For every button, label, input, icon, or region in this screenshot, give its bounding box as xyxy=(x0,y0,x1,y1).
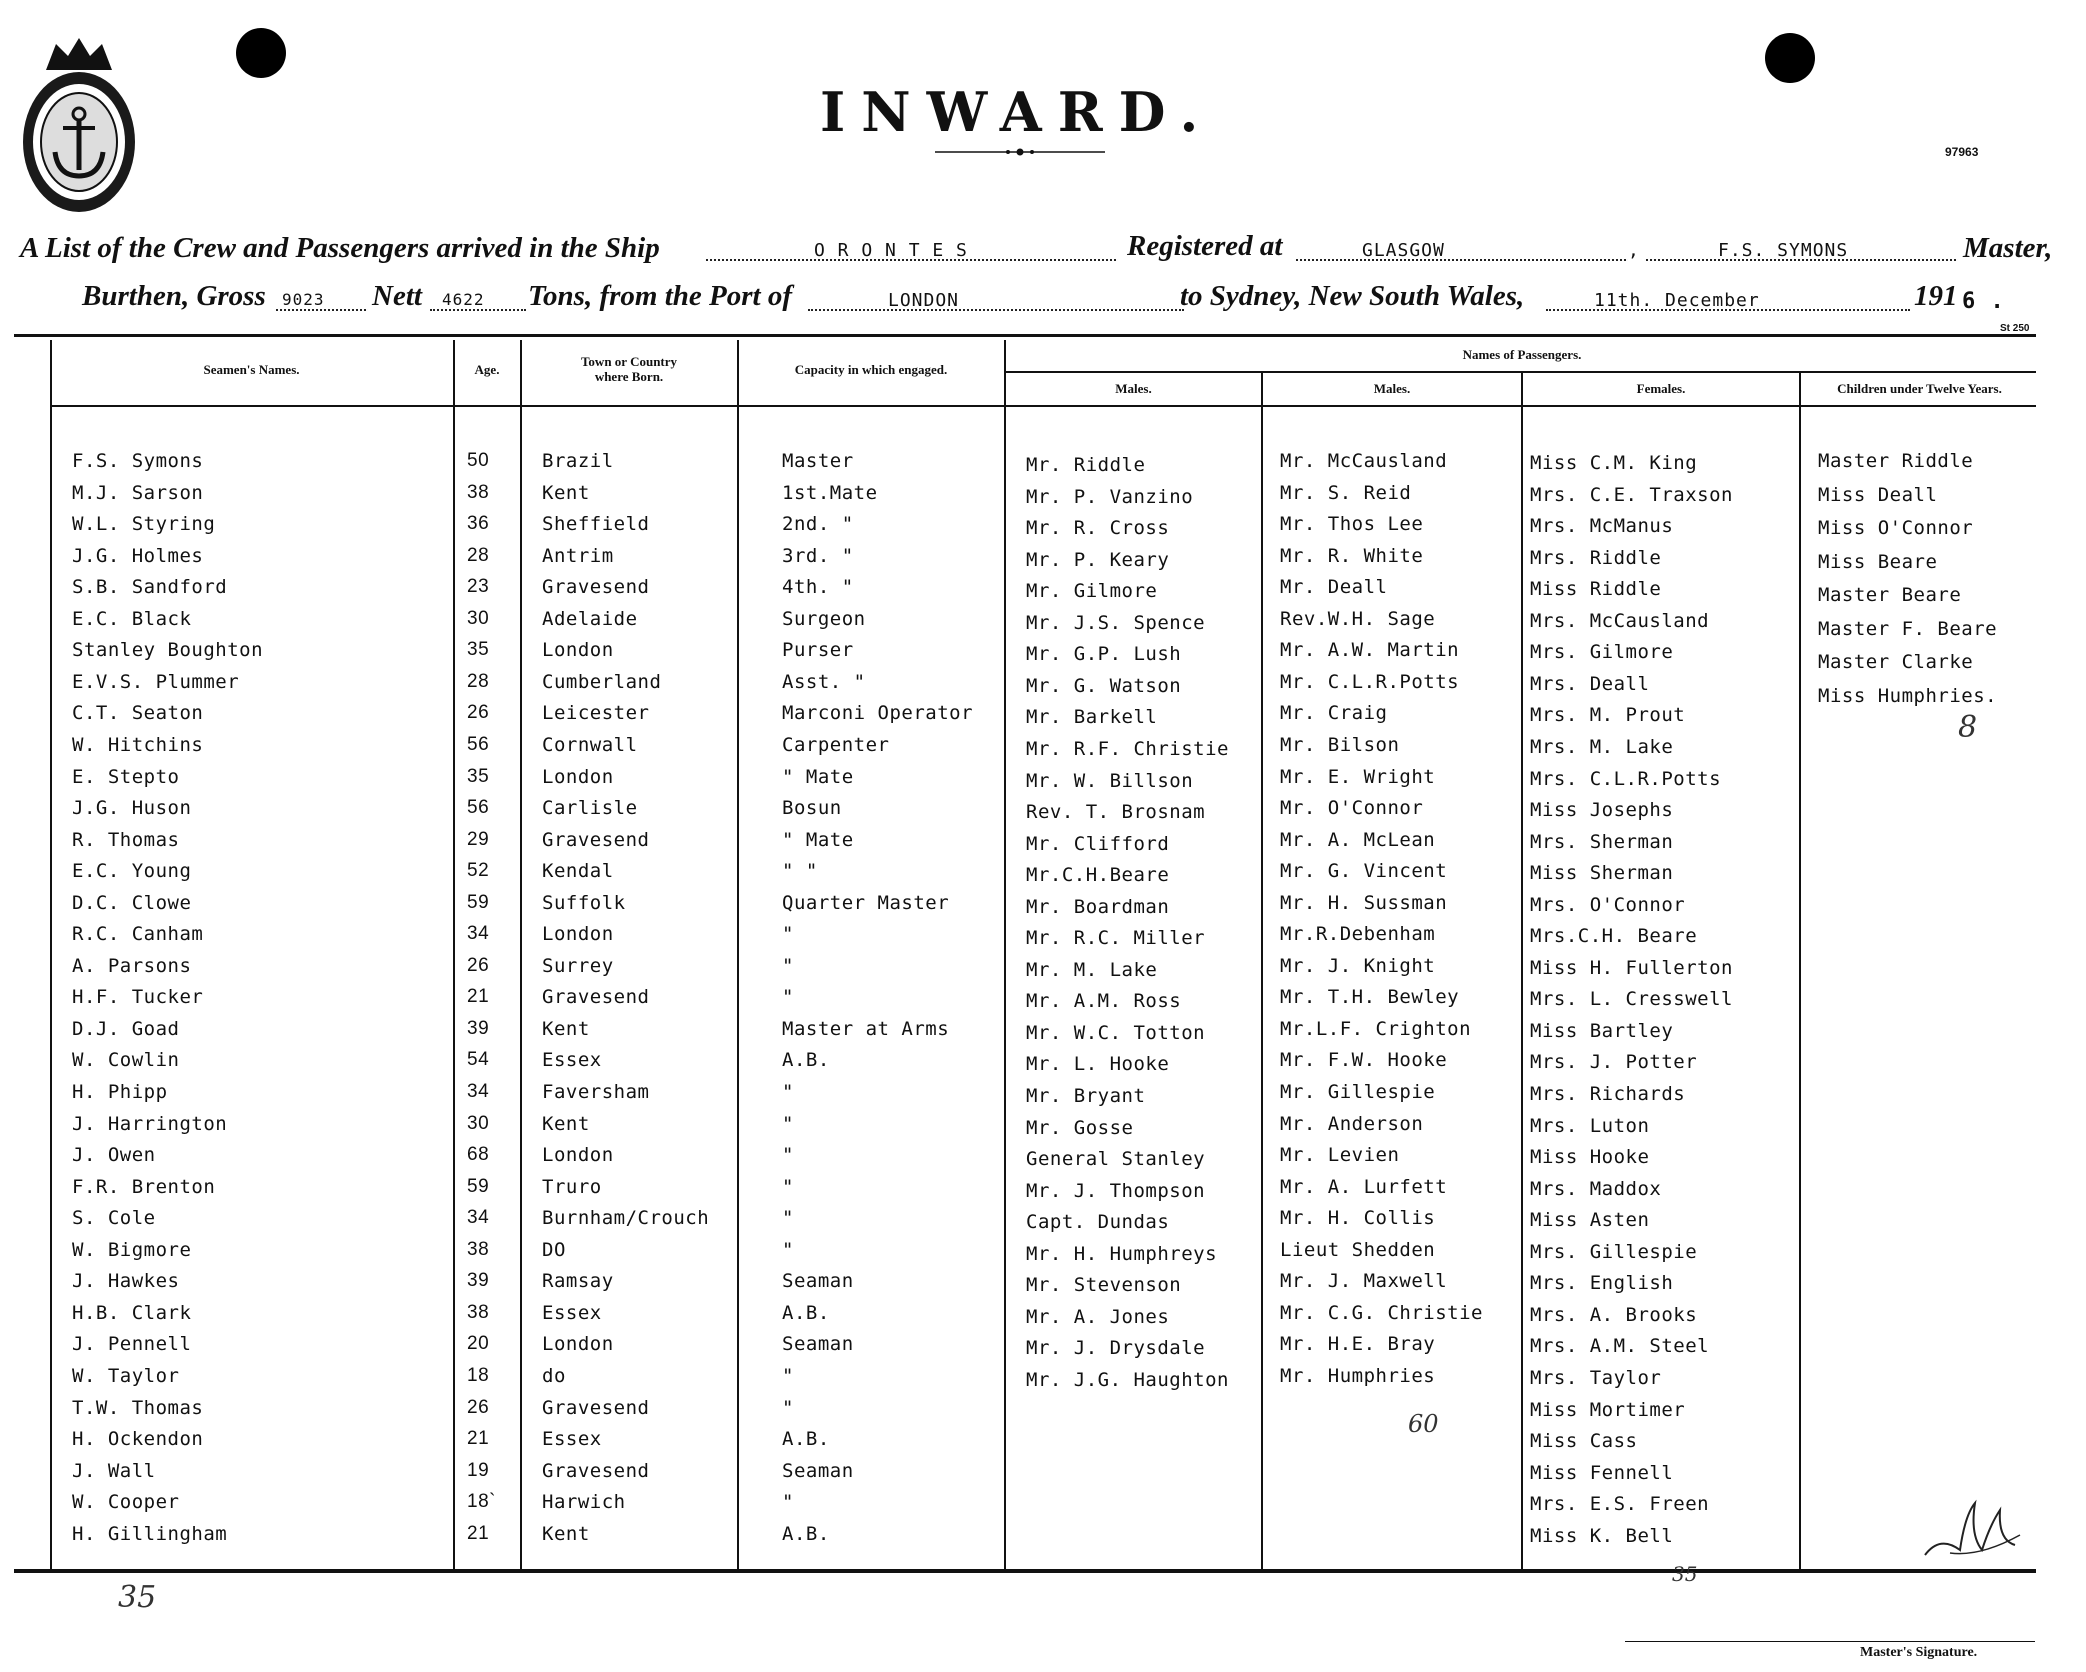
female-passenger: Mrs. McCausland xyxy=(1530,609,1710,632)
female-passenger: Mrs. M. Lake xyxy=(1530,735,1674,758)
crew-birthplace: Kent xyxy=(542,1112,590,1135)
female-passenger: Miss Asten xyxy=(1530,1209,1650,1232)
male-passenger: Mr. J. Drysdale xyxy=(1026,1337,1206,1360)
crew-capacity: A.B. xyxy=(782,1428,830,1451)
crew-capacity: " Mate xyxy=(782,828,854,851)
crew-capacity: A.B. xyxy=(782,1301,830,1324)
crew-name: H.B. Clark xyxy=(72,1301,192,1324)
header-capacity: Capacity in which engaged. xyxy=(794,362,948,377)
crew-name: J.G. Holmes xyxy=(72,544,204,567)
female-passenger: Mrs. Sherman xyxy=(1530,830,1674,853)
crew-birthplace: Antrim xyxy=(542,544,614,567)
crew-age: 50 xyxy=(467,450,490,471)
male-passenger: Mr. H. Collis xyxy=(1280,1207,1436,1230)
crew-capacity: Purser xyxy=(782,639,854,662)
crew-name: A. Parsons xyxy=(72,954,192,977)
crew-name: M.J. Sarson xyxy=(72,481,204,504)
female-passenger: Mrs. J. Potter xyxy=(1530,1051,1698,1074)
crew-age: 54 xyxy=(467,1049,490,1071)
crew-age: 29 xyxy=(467,828,490,850)
crew-name: W.L. Styring xyxy=(72,513,216,536)
punch-hole-left xyxy=(236,28,286,78)
crew-birthplace: Kent xyxy=(542,481,590,504)
crew-name: Stanley Boughton xyxy=(72,639,264,662)
crew-capacity: " " xyxy=(782,860,818,883)
child-passenger: Miss Humphries. xyxy=(1818,684,1998,707)
crew-name: W. Cooper xyxy=(72,1491,180,1514)
master-signature xyxy=(1920,1495,2030,1565)
crew-age: 30 xyxy=(467,607,490,629)
male-passenger: Mr. R.C. Miller xyxy=(1026,927,1206,950)
crew-name: R.C. Canham xyxy=(72,923,204,946)
male-passenger: Mr. H. Sussman xyxy=(1280,891,1448,914)
crew-birthplace: Gravesend xyxy=(542,828,650,851)
header-males-2: Males. xyxy=(1373,381,1411,396)
male-passenger: Mr. G.P. Lush xyxy=(1026,643,1182,666)
crew-name: W. Taylor xyxy=(72,1364,180,1387)
male-passenger: Mr. Levien xyxy=(1280,1144,1400,1167)
crew-age: 38 xyxy=(467,481,490,503)
crew-age: 18` xyxy=(467,1491,496,1513)
crew-name: H.F. Tucker xyxy=(72,986,204,1009)
male-passenger: Mr. C.L.R.Potts xyxy=(1280,670,1460,693)
crew-name: S.B. Sandford xyxy=(72,576,228,599)
crew-birthplace: Surrey xyxy=(542,954,614,977)
crew-age: 34 xyxy=(467,923,490,945)
col-divider-0 xyxy=(50,340,52,1569)
crew-age: 35 xyxy=(467,639,490,661)
female-passenger: Miss Sherman xyxy=(1530,862,1674,885)
female-passenger: Mrs. Gillespie xyxy=(1530,1240,1698,1263)
crew-age: 20 xyxy=(467,1333,490,1355)
female-passenger: Mrs. C.E. Traxson xyxy=(1530,483,1733,506)
male-passenger: Mr. Craig xyxy=(1280,702,1388,725)
crew-birthplace: DO xyxy=(542,1238,566,1261)
crew-birthplace: Essex xyxy=(542,1049,602,1072)
male-passenger: Mr. H.E. Bray xyxy=(1280,1333,1436,1356)
crew-capacity: Seaman xyxy=(782,1333,854,1356)
crew-capacity: 3rd. " xyxy=(782,544,854,567)
crew-birthplace: Truro xyxy=(542,1175,602,1198)
child-passenger: Master Clarke xyxy=(1818,651,1974,673)
male-passenger: Mr. T.H. Bewley xyxy=(1280,986,1460,1009)
crew-count-annotation: 35 xyxy=(118,1580,157,1615)
crew-capacity: " xyxy=(782,1396,794,1419)
header-town-line1: Town or Country xyxy=(580,354,678,369)
crew-name: F.R. Brenton xyxy=(72,1175,216,1198)
gross-line xyxy=(276,309,366,311)
from-port: LONDON xyxy=(888,290,960,311)
crew-capacity: " xyxy=(782,1207,794,1230)
crew-name: D.J. Goad xyxy=(72,1017,180,1040)
crew-birthplace: Carlisle xyxy=(542,797,638,820)
year-suffix: 6 . xyxy=(1962,289,2005,314)
female-passenger: Mrs. Deall xyxy=(1530,672,1650,695)
col-divider-5 xyxy=(1261,373,1263,1569)
header-males-1: Males. xyxy=(1115,381,1152,396)
crew-birthplace: Gravesend xyxy=(542,576,650,599)
crew-capacity: Surgeon xyxy=(782,607,866,630)
crew-name: E.C. Black xyxy=(72,607,192,630)
crew-age: 26 xyxy=(467,702,490,724)
master-name: F.S. SYMONS xyxy=(1718,240,1849,261)
crew-name: J. Wall xyxy=(72,1459,156,1482)
crew-capacity: Seaman xyxy=(782,1270,854,1293)
master-label: Master, xyxy=(1963,232,2053,264)
males-count-annotation: 60 xyxy=(1408,1410,1439,1438)
crew-age: 59 xyxy=(467,1175,490,1197)
nett-label: Nett xyxy=(372,280,422,312)
female-passenger: Mrs. A. Brooks xyxy=(1530,1303,1698,1326)
crew-age: 34 xyxy=(467,1207,490,1229)
crew-age: 26 xyxy=(467,1396,490,1418)
crew-age: 56 xyxy=(467,797,490,819)
female-passenger: Mrs. Gilmore xyxy=(1530,641,1674,664)
comma-1: , xyxy=(1628,240,1640,261)
signature-line xyxy=(1625,1641,2035,1642)
crew-name: C.T. Seaton xyxy=(72,702,204,725)
female-passenger: Mrs. Riddle xyxy=(1530,546,1662,569)
male-passenger: Mr. R. White xyxy=(1280,544,1424,567)
crew-capacity: 1st.Mate xyxy=(782,481,878,504)
gross-tons: 9023 xyxy=(282,290,325,309)
male-passenger: Mr. Stevenson xyxy=(1026,1274,1182,1297)
female-passenger: Mrs. Taylor xyxy=(1530,1366,1662,1389)
female-passenger: Mrs. M. Prout xyxy=(1530,704,1686,727)
crew-capacity: Master xyxy=(782,450,854,472)
male-passenger: Mr. Bilson xyxy=(1280,733,1400,756)
child-passenger: Miss O'Connor xyxy=(1818,517,1974,539)
arrival-date: 11th. December xyxy=(1594,290,1760,311)
male-passenger: Lieut Shedden xyxy=(1280,1238,1436,1261)
child-passenger: Master Riddle xyxy=(1818,450,1974,472)
header-children: Children under Twelve Years. xyxy=(1837,381,2002,396)
crew-name: H. Ockendon xyxy=(72,1428,204,1451)
crew-birthplace: Leicester xyxy=(542,702,650,725)
crew-age: 34 xyxy=(467,1081,490,1102)
female-passenger: Miss K. Bell xyxy=(1530,1524,1674,1547)
male-passenger: Mr. E. Wright xyxy=(1280,765,1436,788)
crew-capacity: 2nd. " xyxy=(782,513,854,536)
child-passenger: Master Beare xyxy=(1818,584,1962,606)
crew-name: H. Gillingham xyxy=(72,1522,228,1545)
male-passenger: Mr. W. Billson xyxy=(1026,769,1194,792)
female-passenger: Mrs. O'Connor xyxy=(1530,893,1686,916)
col-divider-1 xyxy=(453,340,455,1569)
crew-birthplace: Cornwall xyxy=(542,733,638,756)
female-passenger: Mrs. C.L.R.Potts xyxy=(1530,767,1722,790)
crew-name: W. Cowlin xyxy=(72,1049,180,1072)
male-passenger: Mr. Clifford xyxy=(1026,832,1170,855)
female-passenger: Mrs. Richards xyxy=(1530,1083,1686,1105)
male-passenger: Mr. J.G. Haughton xyxy=(1026,1368,1229,1391)
female-passenger: Miss Fennell xyxy=(1530,1461,1674,1484)
child-passenger: Master F. Beare xyxy=(1818,617,1998,640)
crew-age: 59 xyxy=(467,891,490,913)
male-passenger: Mr. A.M. Ross xyxy=(1026,990,1182,1013)
header-town-line2: where Born. xyxy=(594,369,664,384)
crew-age: 21 xyxy=(467,1522,490,1544)
crew-age: 56 xyxy=(467,733,490,755)
signature-label: Master's Signature. xyxy=(1860,1645,1978,1660)
male-passenger: Mr.R.Debenham xyxy=(1280,923,1436,946)
crew-name: W. Bigmore xyxy=(72,1238,192,1261)
male-passenger: Mr. Boardman xyxy=(1026,895,1170,918)
male-passenger: Mr. Bryant xyxy=(1026,1085,1146,1107)
year-prefix: 191 xyxy=(1914,280,1958,312)
crew-name: T.W. Thomas xyxy=(72,1396,204,1419)
crew-name: E.V.S. Plummer xyxy=(72,670,240,693)
crew-birthplace: Kendal xyxy=(542,860,614,883)
crew-birthplace: Faversham xyxy=(542,1081,650,1103)
nett-line xyxy=(430,309,526,311)
male-passenger: Mr. R. Cross xyxy=(1026,517,1170,540)
nett-tons: 4622 xyxy=(442,290,485,309)
col-divider-4 xyxy=(1004,340,1006,1569)
list-prefix: A List of the Crew and Passengers arrived in the Ship xyxy=(20,232,660,264)
females-count-annotation: 35 xyxy=(1672,1562,1698,1586)
crew-name: E.C. Young xyxy=(72,860,192,883)
tons-from-label: Tons, from the Port of xyxy=(528,280,792,312)
crew-capacity: " xyxy=(782,954,794,977)
crew-age: 52 xyxy=(467,860,490,882)
male-passenger: Mr. Humphries xyxy=(1280,1364,1436,1387)
crew-capacity: Carpenter xyxy=(782,733,890,756)
crew-birthplace: London xyxy=(542,765,614,788)
children-count-annotation: 8 xyxy=(1958,710,1978,745)
crew-age: 30 xyxy=(467,1112,490,1134)
male-passenger: Mr. O'Connor xyxy=(1280,797,1424,820)
crew-capacity: Asst. " xyxy=(782,670,866,693)
male-passenger: Mr. Gilmore xyxy=(1026,580,1158,603)
female-passenger: Miss Hooke xyxy=(1530,1146,1650,1169)
crew-capacity: A.B. xyxy=(782,1049,830,1072)
crew-name: F.S. Symons xyxy=(72,450,204,472)
header-females: Females. xyxy=(1636,381,1686,396)
female-passenger: Mrs. McManus xyxy=(1530,515,1674,538)
crew-birthplace: Brazil xyxy=(542,450,614,472)
crew-capacity: Quarter Master xyxy=(782,891,950,914)
male-passenger: Mr. Barkell xyxy=(1026,706,1158,729)
crew-capacity: A.B. xyxy=(782,1522,830,1545)
male-passenger: Mr. Thos Lee xyxy=(1280,513,1424,536)
crew-birthplace: Gravesend xyxy=(542,986,650,1009)
female-passenger: Miss C.M. King xyxy=(1530,452,1698,474)
table-top-rule xyxy=(14,334,2036,337)
male-passenger: General Stanley xyxy=(1026,1148,1206,1171)
crew-birthplace: Essex xyxy=(542,1428,602,1451)
crew-birthplace: Kent xyxy=(542,1522,590,1545)
crew-name: W. Hitchins xyxy=(72,733,204,756)
crew-capacity: " Mate xyxy=(782,765,854,788)
crew-birthplace: Burnham/Crouch xyxy=(542,1207,710,1230)
crew-capacity: " xyxy=(782,986,794,1009)
male-passenger: Mr. Gillespie xyxy=(1280,1081,1436,1103)
male-passenger: Mr. Riddle xyxy=(1026,454,1146,476)
male-passenger: Mr. J.S. Spence xyxy=(1026,611,1206,634)
male-passenger: Mr. A. Jones xyxy=(1026,1305,1170,1328)
crew-birthplace: Gravesend xyxy=(542,1396,650,1419)
male-passenger: Mr. J. Maxwell xyxy=(1280,1270,1448,1293)
crew-capacity: Marconi Operator xyxy=(782,702,974,725)
male-passenger: Mr. Gosse xyxy=(1026,1116,1134,1139)
male-passenger: Mr. Anderson xyxy=(1280,1112,1424,1135)
document-title: INWARD. xyxy=(820,80,1215,144)
crew-name: J. Harrington xyxy=(72,1112,228,1135)
crew-birthplace: Harwich xyxy=(542,1491,626,1514)
male-passenger: Mr. A. McLean xyxy=(1280,828,1436,851)
crew-capacity: " xyxy=(782,1112,794,1135)
female-passenger: Mrs. L. Cresswell xyxy=(1530,988,1733,1011)
female-passenger: Miss H. Fullerton xyxy=(1530,956,1733,979)
male-passenger: Mr. McCausland xyxy=(1280,450,1448,472)
to-label: to Sydney, New South Wales, xyxy=(1180,280,1525,312)
registered-port-line xyxy=(1296,259,1626,261)
crew-birthplace: Ramsay xyxy=(542,1270,614,1293)
crew-birthplace: Suffolk xyxy=(542,891,626,914)
shipping-master-seal xyxy=(18,30,140,215)
female-passenger: Mrs. A.M. Steel xyxy=(1530,1335,1710,1358)
male-passenger: Capt. Dundas xyxy=(1026,1211,1170,1234)
header-seamen-names: Seamen's Names. xyxy=(203,362,300,377)
crew-capacity: " xyxy=(782,1081,794,1103)
crew-age: 68 xyxy=(467,1144,490,1166)
male-passenger: Mr. P. Vanzino xyxy=(1026,485,1194,508)
crew-birthplace: London xyxy=(542,923,614,946)
male-passenger: Mr. M. Lake xyxy=(1026,958,1158,981)
crew-name: H. Phipp xyxy=(72,1081,168,1103)
crew-age: 39 xyxy=(467,1270,490,1292)
male-passenger: Mr. G. Watson xyxy=(1026,674,1182,697)
crew-birthplace: London xyxy=(542,1144,614,1167)
col-divider-3 xyxy=(737,340,739,1569)
col-divider-2 xyxy=(520,340,522,1569)
female-passenger: Miss Riddle xyxy=(1530,578,1662,601)
crew-birthplace: London xyxy=(542,1333,614,1356)
crew-age: 38 xyxy=(467,1238,490,1260)
male-passenger: Rev. T. Brosnam xyxy=(1026,801,1206,824)
crew-birthplace: Essex xyxy=(542,1301,602,1324)
crew-birthplace: Cumberland xyxy=(542,670,662,693)
punch-hole-right xyxy=(1765,33,1815,83)
female-passenger: Miss Mortimer xyxy=(1530,1398,1686,1421)
crew-name: S. Cole xyxy=(72,1207,156,1230)
crew-capacity: " xyxy=(782,1175,794,1198)
crew-age: 28 xyxy=(467,670,490,692)
female-passenger: Miss Cass xyxy=(1530,1430,1638,1453)
header-age: Age. xyxy=(474,362,500,377)
female-passenger: Mrs. English xyxy=(1530,1272,1674,1295)
crew-age: 39 xyxy=(467,1017,490,1039)
crew-birthplace: do xyxy=(542,1364,566,1387)
crew-name: J.G. Huson xyxy=(72,797,192,820)
header-names-of-passengers: Names of Passengers. xyxy=(1462,347,1582,362)
female-passenger: Mrs. Luton xyxy=(1530,1114,1650,1137)
crew-age: 21 xyxy=(467,986,490,1008)
crew-name: J. Pennell xyxy=(72,1333,192,1356)
crew-name: E. Stepto xyxy=(72,765,180,788)
from-port-line xyxy=(808,309,1184,311)
male-passenger: Mr. J. Thompson xyxy=(1026,1179,1206,1202)
crew-age: 28 xyxy=(467,544,490,566)
crew-age: 21 xyxy=(467,1428,490,1450)
male-passenger: Mr. A.W. Martin xyxy=(1280,639,1460,662)
female-passenger: Miss Bartley xyxy=(1530,1019,1674,1042)
female-passenger: Mrs. Maddox xyxy=(1530,1177,1662,1200)
crew-capacity: " xyxy=(782,1491,794,1514)
crew-birthplace: Kent xyxy=(542,1017,590,1040)
crew-age: 19 xyxy=(467,1459,490,1481)
female-passenger: Mrs.C.H. Beare xyxy=(1530,925,1698,948)
child-passenger: Miss Beare xyxy=(1818,550,1938,573)
col-divider-6 xyxy=(1521,373,1523,1569)
table-bottom-rule xyxy=(14,1569,2036,1573)
crew-capacity: Bosun xyxy=(782,797,842,820)
crew-age: 35 xyxy=(467,765,490,787)
crew-age: 23 xyxy=(467,576,490,598)
crew-birthplace: London xyxy=(542,639,614,662)
crew-name: D.C. Clowe xyxy=(72,891,192,914)
ship-name: O R O N T E S xyxy=(814,240,968,261)
crew-capacity: " xyxy=(782,923,794,946)
col-divider-7 xyxy=(1799,373,1801,1569)
male-passenger: Mr. P. Keary xyxy=(1026,548,1170,571)
crew-age: 36 xyxy=(467,513,490,535)
male-passenger: Mr. H. Humphreys xyxy=(1026,1242,1218,1265)
crew-capacity: Master at Arms xyxy=(782,1017,950,1040)
burthen-label: Burthen, Gross xyxy=(82,280,266,312)
crew-birthplace: Sheffield xyxy=(542,513,650,536)
crew-age: 26 xyxy=(467,954,490,976)
male-passenger: Mr. R.F. Christie xyxy=(1026,737,1229,760)
child-passenger: Miss Deall xyxy=(1818,483,1938,506)
male-passenger: Mr.L.F. Crighton xyxy=(1280,1017,1472,1040)
crew-capacity: Seaman xyxy=(782,1459,854,1482)
crew-name: J. Hawkes xyxy=(72,1270,180,1293)
crew-name: J. Owen xyxy=(72,1144,156,1167)
female-passenger: Miss Josephs xyxy=(1530,799,1674,822)
crew-capacity: 4th. " xyxy=(782,576,854,599)
male-passenger: Mr. L. Hooke xyxy=(1026,1053,1170,1076)
crew-age: 18 xyxy=(467,1364,490,1386)
male-passenger: Mr. A. Lurfett xyxy=(1280,1175,1448,1198)
male-passenger: Mr. S. Reid xyxy=(1280,481,1412,504)
male-passenger: Mr. J. Knight xyxy=(1280,954,1436,977)
header-bottom-rule xyxy=(50,405,2036,407)
title-ornament xyxy=(935,148,1105,156)
crew-capacity: " xyxy=(782,1238,794,1261)
crew-age: 38 xyxy=(467,1301,490,1323)
male-passenger: Mr. F.W. Hooke xyxy=(1280,1049,1448,1072)
crew-birthplace: Adelaide xyxy=(542,607,638,630)
male-passenger: Rev.W.H. Sage xyxy=(1280,607,1436,630)
crew-capacity: " xyxy=(782,1144,794,1167)
male-passenger: Mr.C.H.Beare xyxy=(1026,864,1170,887)
form-code: St 250 xyxy=(2000,323,2030,334)
male-passenger: Mr. G. Vincent xyxy=(1280,860,1448,883)
crew-birthplace: Gravesend xyxy=(542,1459,650,1482)
form-number: 97963 xyxy=(1945,145,1979,159)
female-passenger: Mrs. E.S. Freen xyxy=(1530,1493,1710,1516)
registered-port: GLASGOW xyxy=(1362,240,1445,261)
male-passenger: Mr. W.C. Totton xyxy=(1026,1021,1206,1044)
crew-name: R. Thomas xyxy=(72,828,180,851)
male-passenger: Mr. Deall xyxy=(1280,576,1388,599)
male-passenger: Mr. C.G. Christie xyxy=(1280,1301,1483,1324)
crew-capacity: " xyxy=(782,1364,794,1387)
registered-label: Registered at xyxy=(1127,230,1283,262)
